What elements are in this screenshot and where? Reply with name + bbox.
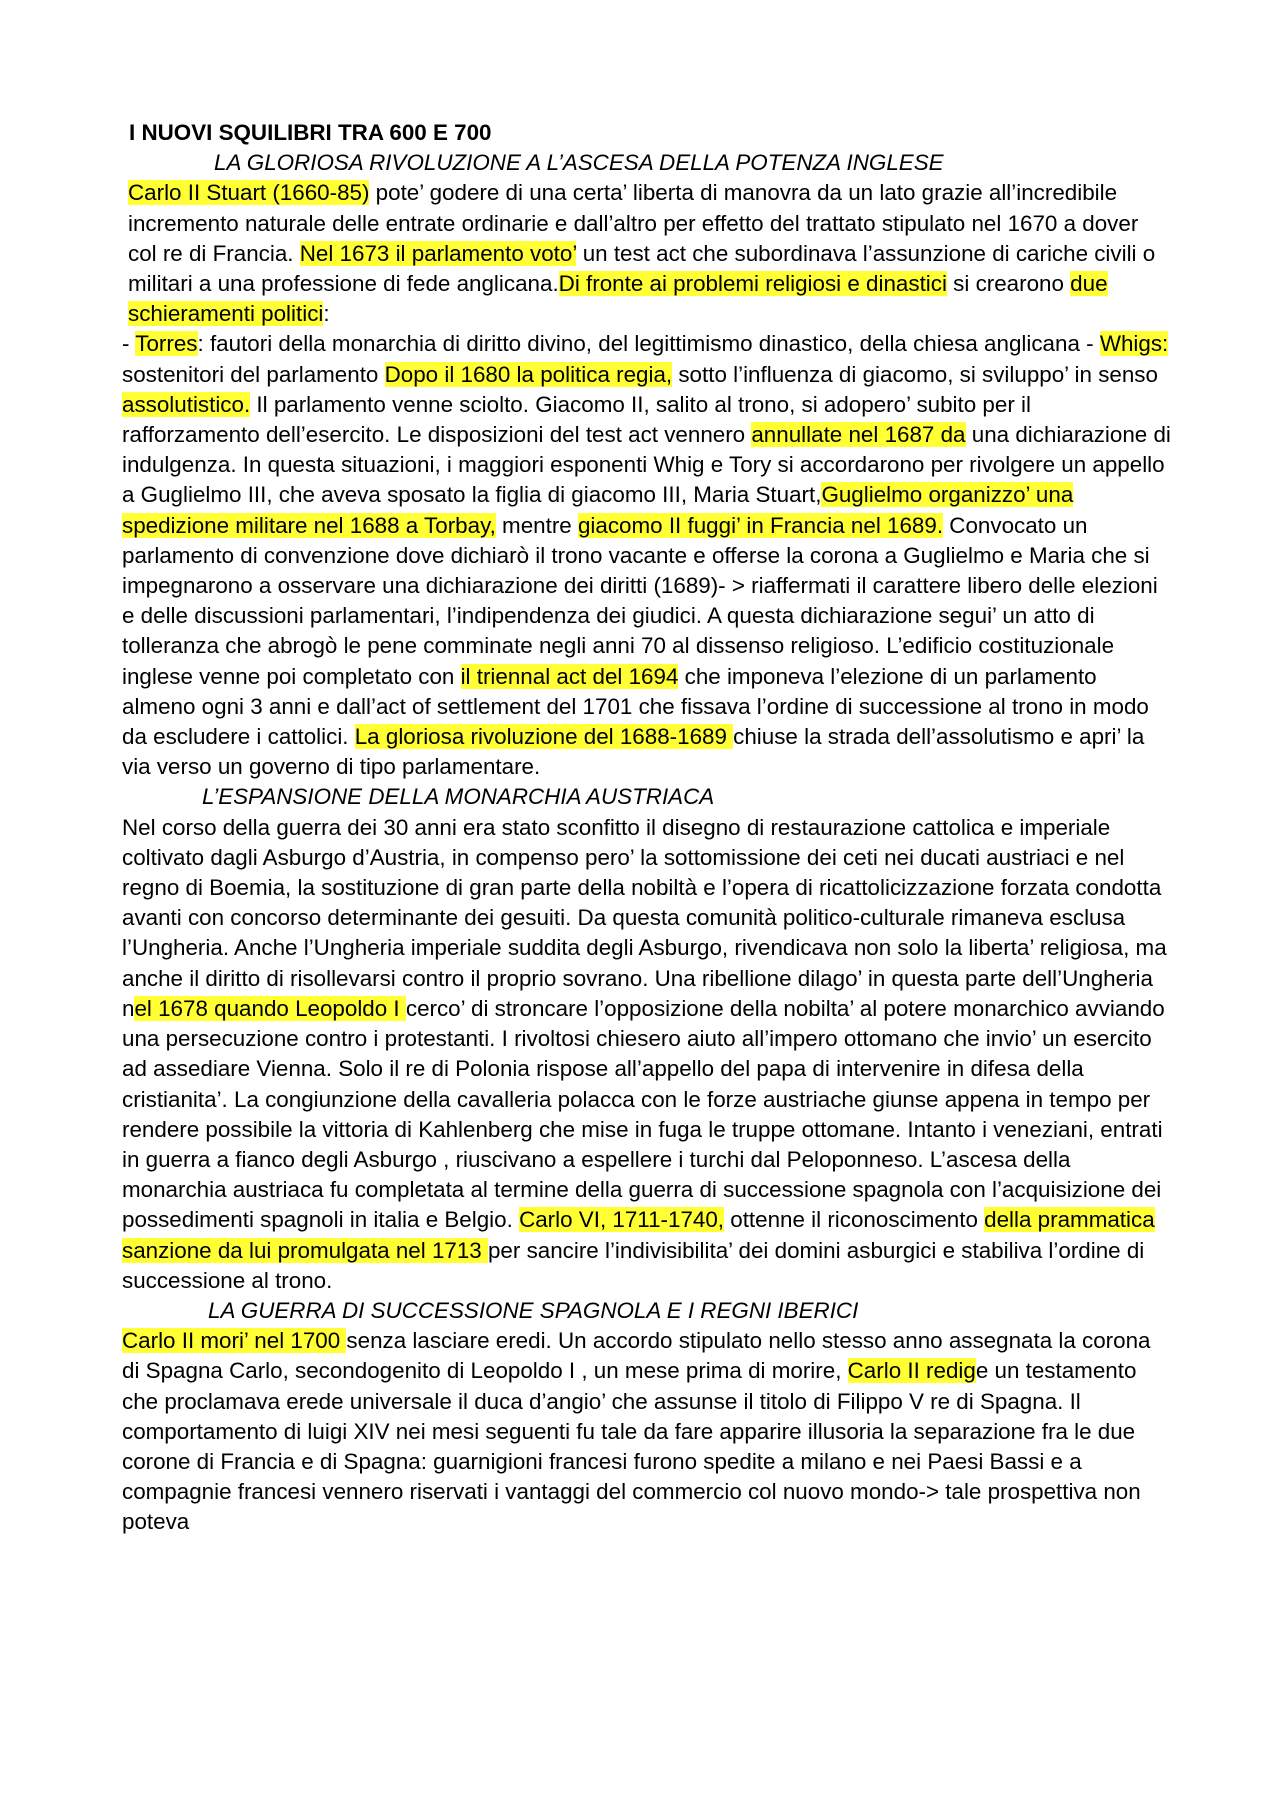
section-paragraph [122,178,1172,329]
highlighted-text: Carlo VI, 1711-1740, [519,1207,725,1233]
body-text: un test act che subordinava l’assunzione di cariche civili o militari a una professione di fede anglicana. [128,240,1156,297]
highlighted-text: Carlo II Stuart (1660-85) [128,180,370,206]
body-text: : [323,301,330,327]
highlighted-text: annullate nel 1687 da [751,422,966,448]
highlighted-text: della prammatica sanzione da lui promulgata nel 1713 [122,1207,1155,1263]
section-heading: LA GLORIOSA RIVOLUZIONE A L’ASCESA DELLA POTENZA INGLESE [214,150,944,176]
highlighted-text: il triennal act del 1694 [460,663,679,689]
section-paragraph [122,1326,1172,1537]
body-text: Nel corso della guerra dei 30 anni era stato sconfitto il disegno di restaurazione cattolica e imperiale coltivato dagli Asburgo d’Austria, in compenso pero’ la sottomissione dei ceti nei ducati austriaci e nel regno di Boemia, la sostituzione di gran parte della nobiltà e l’opera di ricattolicizzazione forzata condotta avanti con concorso determinante dei gesuiti. Da questa comunità politico-culturale rimaneva esclusa l’Ungheria. Anche l’Ungheria imperiale suddita degli Asburgo, rivendicava non solo la liberta’ religiosa, ma anche il diritto di risollevarsi contro il proprio sovrano. Una ribellione dilago’ in questa parte dell’Ungheria n [122,814,1167,1021]
body-text: senza lasciare eredi. Un accordo stipulato nello stesso anno assegnata la corona di Spagna Carlo, secondogenito di Leopoldo I , un mese prima di morire, [122,1328,1151,1384]
body-text: chiuse la strada dell’assolutismo e apri’ la via verso un governo di tipo parlamentare. [122,724,1145,780]
section-successione-spagnola [122,1296,1172,1538]
body-text: pote’ godere di una certa’ liberta di manovra da un lato grazie all’incredibile incremento naturale delle entrate ordinarie e dall’altro per effetto del trattato stipulato nel 1670 a dover col re di Francia. [128,180,1139,266]
highlighted-text: Nel 1673 il parlamento voto’ [299,240,577,266]
highlighted-text: el 1678 quando Leopoldo I [134,995,406,1021]
section-heading: LA GUERRA DI SUCCESSIONE SPAGNOLA E I REGNI IBERICI [208,1297,859,1323]
highlighted-text: Carlo II mori’ nel 1700 [122,1328,347,1354]
body-text: - [122,331,136,357]
body-text: si crearono [946,271,1071,297]
section-gloriosa-rivoluzione [122,148,1172,782]
body-text: che imponeva l’elezione di un parlamento almeno ogni 3 anni e dall’act of settlement del 1701 che fissava l’ordine di successione al trono in modo da escludere i cattolici. [122,663,1149,750]
body-text: sotto l’influenza di giacomo, si sviluppo’ in senso [672,361,1158,387]
body-text: una dichiarazione di indulgenza. In questa situazioni, i maggiori esponenti Whig e Tory si accordarono per rivolgere un appello a Guglielmo III, che aveva sposato la figlia di giacomo III, Maria Stuart, [122,422,1171,508]
section-heading: L’ESPANSIONE DELLA MONARCHIA AUSTRIACA [202,784,715,810]
body-text: cerco’ di stroncare l’opposizione della nobilta’ al potere monarchico avviando una persecuzione contro i protestanti. I rivoltosi chiesero aiuto all’impero ottomano che invio’ un esercito ad assediare Vienna. Solo il re di Polonia rispose all’appello del papa di intervenire in difesa della cristianita’. La congiunzione della cavalleria polacca con le forze austriache giunse appena in tempo per rendere possibile la vittoria di Kahlenberg che mise in fuga le truppe ottomane. Intanto i veneziani, entrati in guerra a fianco degli Asburgo , riuscivano a espellere i turchi dal Peloponneso. L’ascesa della monarchia austriaca fu completata al termine della guerra di successione spagnola con l’acquisizione dei possedimenti spagnoli in italia e Belgio. [122,995,1165,1233]
section-monarchia-austriaca [122,782,1172,1295]
document-title: I NUOVI SQUILIBRI TRA 600 E 700 [129,120,492,145]
highlighted-text: Guglielmo organizzo’ una spedizione militare nel 1688 a Torbay, [122,482,1074,538]
body-text: mentre [495,512,578,538]
body-text: Convocato un parlamento di convenzione dove dichiarò il trono vacante e offerse la corona a Guglielmo e Maria che si impegnarono a osservare una dichiarazione dei diritti (1689)- > riaffermati il carattere libero delle elezioni e delle discussioni parlamentari, l’indipendenza dei giudici. A questa dichiarazione segui’ un atto di tolleranza che abrogò le pene comminate negli anni 70 al dissenso religioso. L’edificio costituzionale inglese venne poi completato con [122,512,1158,689]
body-text: Il parlamento venne sciolto. Giacomo II, salito al trono, si adopero’ subito per il rafforzamento dell’esercito. Le disposizioni del test act vennero [122,391,1031,448]
highlighted-text: assolutistico. [122,391,251,417]
highlighted-text: giacomo II fuggi’ in Francia nel 1689. [577,512,944,538]
highlighted-text: due schieramenti politici [128,271,1108,327]
document-page [122,118,1172,1538]
highlighted-text: Carlo II redig [847,1358,976,1384]
body-text: e un testamento che proclamava erede universale il duca d’angio’ che assunse il titolo di Filippo V re di Spagna. Il comportamento di luigi XIV nei mesi seguenti fu tale da fare apparire illusoria la separazione fra le due corone di Francia e di Spagna: guarnigioni francesi furono spedite a milano e nei Paesi Bassi e a compagnie francesi vennero riservati i vantaggi del commercio col nuovo mondo-> tale prospettiva non poteva [122,1358,1141,1535]
highlighted-text: Di fronte ai problemi religiosi e dinastici [558,271,947,297]
highlighted-text: Whigs: [1099,331,1169,357]
section-paragraph [122,329,1172,782]
body-text: ottenne il riconoscimento [724,1207,985,1233]
body-text: per sancire l’indivisibilita’ dei domini asburgici e stabiliva l’ordine di successione al trono. [122,1237,1145,1293]
body-text: sostenitori del parlamento [122,361,385,387]
highlighted-text: La gloriosa rivoluzione del 1688-1689 [354,724,734,750]
highlighted-text: Dopo il 1680 la politica regia, [384,361,673,387]
body-text: : fautori della monarchia di diritto divino, del legittimismo dinastico, della chiesa anglicana - [197,331,1100,357]
section-paragraph [122,813,1172,1296]
highlighted-text: Torres [135,331,198,357]
